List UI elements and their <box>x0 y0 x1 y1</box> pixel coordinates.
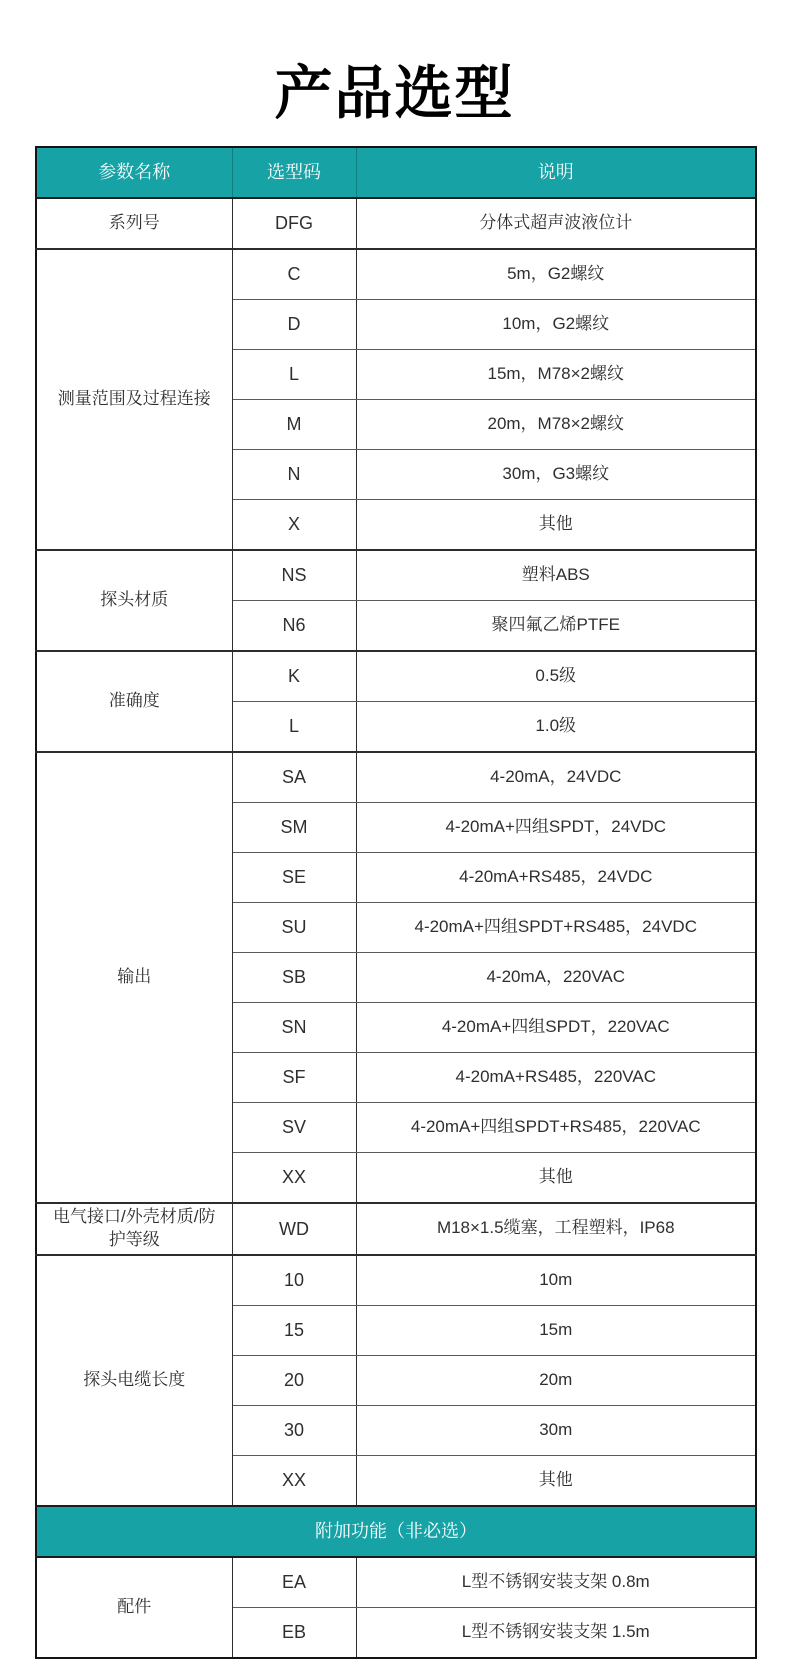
code-cell: 30 <box>232 1405 356 1455</box>
code-cell: SU <box>232 903 356 953</box>
desc-cell: 4-20mA+四组SPDT，24VDC <box>356 803 756 853</box>
table-row <box>36 1557 756 1608</box>
desc-cell: 4-20mA，24VDC <box>356 752 756 803</box>
code-cell: L <box>232 702 356 753</box>
page-title: 产品选型 <box>274 61 515 126</box>
code-cell: SF <box>232 1053 356 1103</box>
desc-cell: 1.0级 <box>356 702 756 753</box>
desc-cell: 其他 <box>356 500 756 551</box>
optional-features-banner-label: 附加功能（非必选） <box>36 1506 756 1557</box>
code-cell: N6 <box>232 601 356 652</box>
code-cell: DFG <box>232 198 356 249</box>
param-group-cell: 输出 <box>36 752 232 1203</box>
param-group-cell: 电气接口/外壳材质/防护等级 <box>36 1203 232 1255</box>
code-cell: D <box>232 300 356 350</box>
desc-cell: 10m <box>356 1255 756 1306</box>
desc-cell: 4-20mA+四组SPDT，220VAC <box>356 1003 756 1053</box>
code-cell: XX <box>232 1455 356 1506</box>
code-cell: M <box>232 400 356 450</box>
table-row <box>36 1203 756 1255</box>
desc-cell: 15m，M78×2螺纹 <box>356 350 756 400</box>
code-cell: SA <box>232 752 356 803</box>
code-cell: WD <box>232 1203 356 1255</box>
desc-cell: 其他 <box>356 1153 756 1204</box>
column-header-selection-code: 选型码 <box>232 147 356 198</box>
table-row <box>36 249 756 300</box>
desc-cell: 4-20mA+RS485，24VDC <box>356 853 756 903</box>
code-cell: 10 <box>232 1255 356 1306</box>
desc-cell: 30m <box>356 1405 756 1455</box>
param-group-cell: 系列号 <box>36 198 232 249</box>
desc-cell: 0.5级 <box>356 651 756 702</box>
desc-cell: 4-20mA+RS485，220VAC <box>356 1053 756 1103</box>
param-group-cell: 测量范围及过程连接 <box>36 249 232 550</box>
code-cell: C <box>232 249 356 300</box>
param-group-cell: 探头电缆长度 <box>36 1255 232 1506</box>
code-cell: EA <box>232 1557 356 1608</box>
code-cell: NS <box>232 550 356 601</box>
desc-cell: 4-20mA+四组SPDT+RS485，24VDC <box>356 903 756 953</box>
table-row <box>36 198 756 249</box>
table-row <box>36 550 756 601</box>
code-cell: X <box>232 500 356 551</box>
code-cell: L <box>232 350 356 400</box>
code-cell: SB <box>232 953 356 1003</box>
desc-cell: 聚四氟乙烯PTFE <box>356 601 756 652</box>
desc-cell: 10m，G2螺纹 <box>356 300 756 350</box>
code-cell: N <box>232 450 356 500</box>
param-group-cell: 探头材质 <box>36 550 232 651</box>
table-row <box>36 752 756 803</box>
code-cell: EB <box>232 1607 356 1658</box>
desc-cell: M18×1.5缆塞，工程塑料，IP68 <box>356 1203 756 1255</box>
code-cell: SV <box>232 1103 356 1153</box>
table-row <box>36 1255 756 1306</box>
optional-features-banner <box>36 1506 756 1557</box>
desc-cell: 5m，G2螺纹 <box>356 249 756 300</box>
code-cell: SM <box>232 803 356 853</box>
desc-cell: 4-20mA+四组SPDT+RS485，220VAC <box>356 1103 756 1153</box>
code-cell: SE <box>232 853 356 903</box>
column-header-description: 说明 <box>356 147 756 198</box>
desc-cell: 分体式超声波液位计 <box>356 198 756 249</box>
desc-cell: L型不锈钢安装支架 0.8m <box>356 1557 756 1608</box>
desc-cell: 塑料ABS <box>356 550 756 601</box>
product-selection-table <box>35 146 757 1659</box>
param-group-cell: 配件 <box>36 1557 232 1658</box>
code-cell: 15 <box>232 1305 356 1355</box>
desc-cell: 30m，G3螺纹 <box>356 450 756 500</box>
table-header-row <box>36 147 756 198</box>
column-header-parameter-name: 参数名称 <box>36 147 232 198</box>
desc-cell: L型不锈钢安装支架 1.5m <box>356 1607 756 1658</box>
code-cell: 20 <box>232 1355 356 1405</box>
param-group-cell: 准确度 <box>36 651 232 752</box>
table-row <box>36 651 756 702</box>
desc-cell: 20m，M78×2螺纹 <box>356 400 756 450</box>
code-cell: XX <box>232 1153 356 1204</box>
desc-cell: 其他 <box>356 1455 756 1506</box>
code-cell: SN <box>232 1003 356 1053</box>
desc-cell: 15m <box>356 1305 756 1355</box>
desc-cell: 20m <box>356 1355 756 1405</box>
code-cell: K <box>232 651 356 702</box>
desc-cell: 4-20mA，220VAC <box>356 953 756 1003</box>
